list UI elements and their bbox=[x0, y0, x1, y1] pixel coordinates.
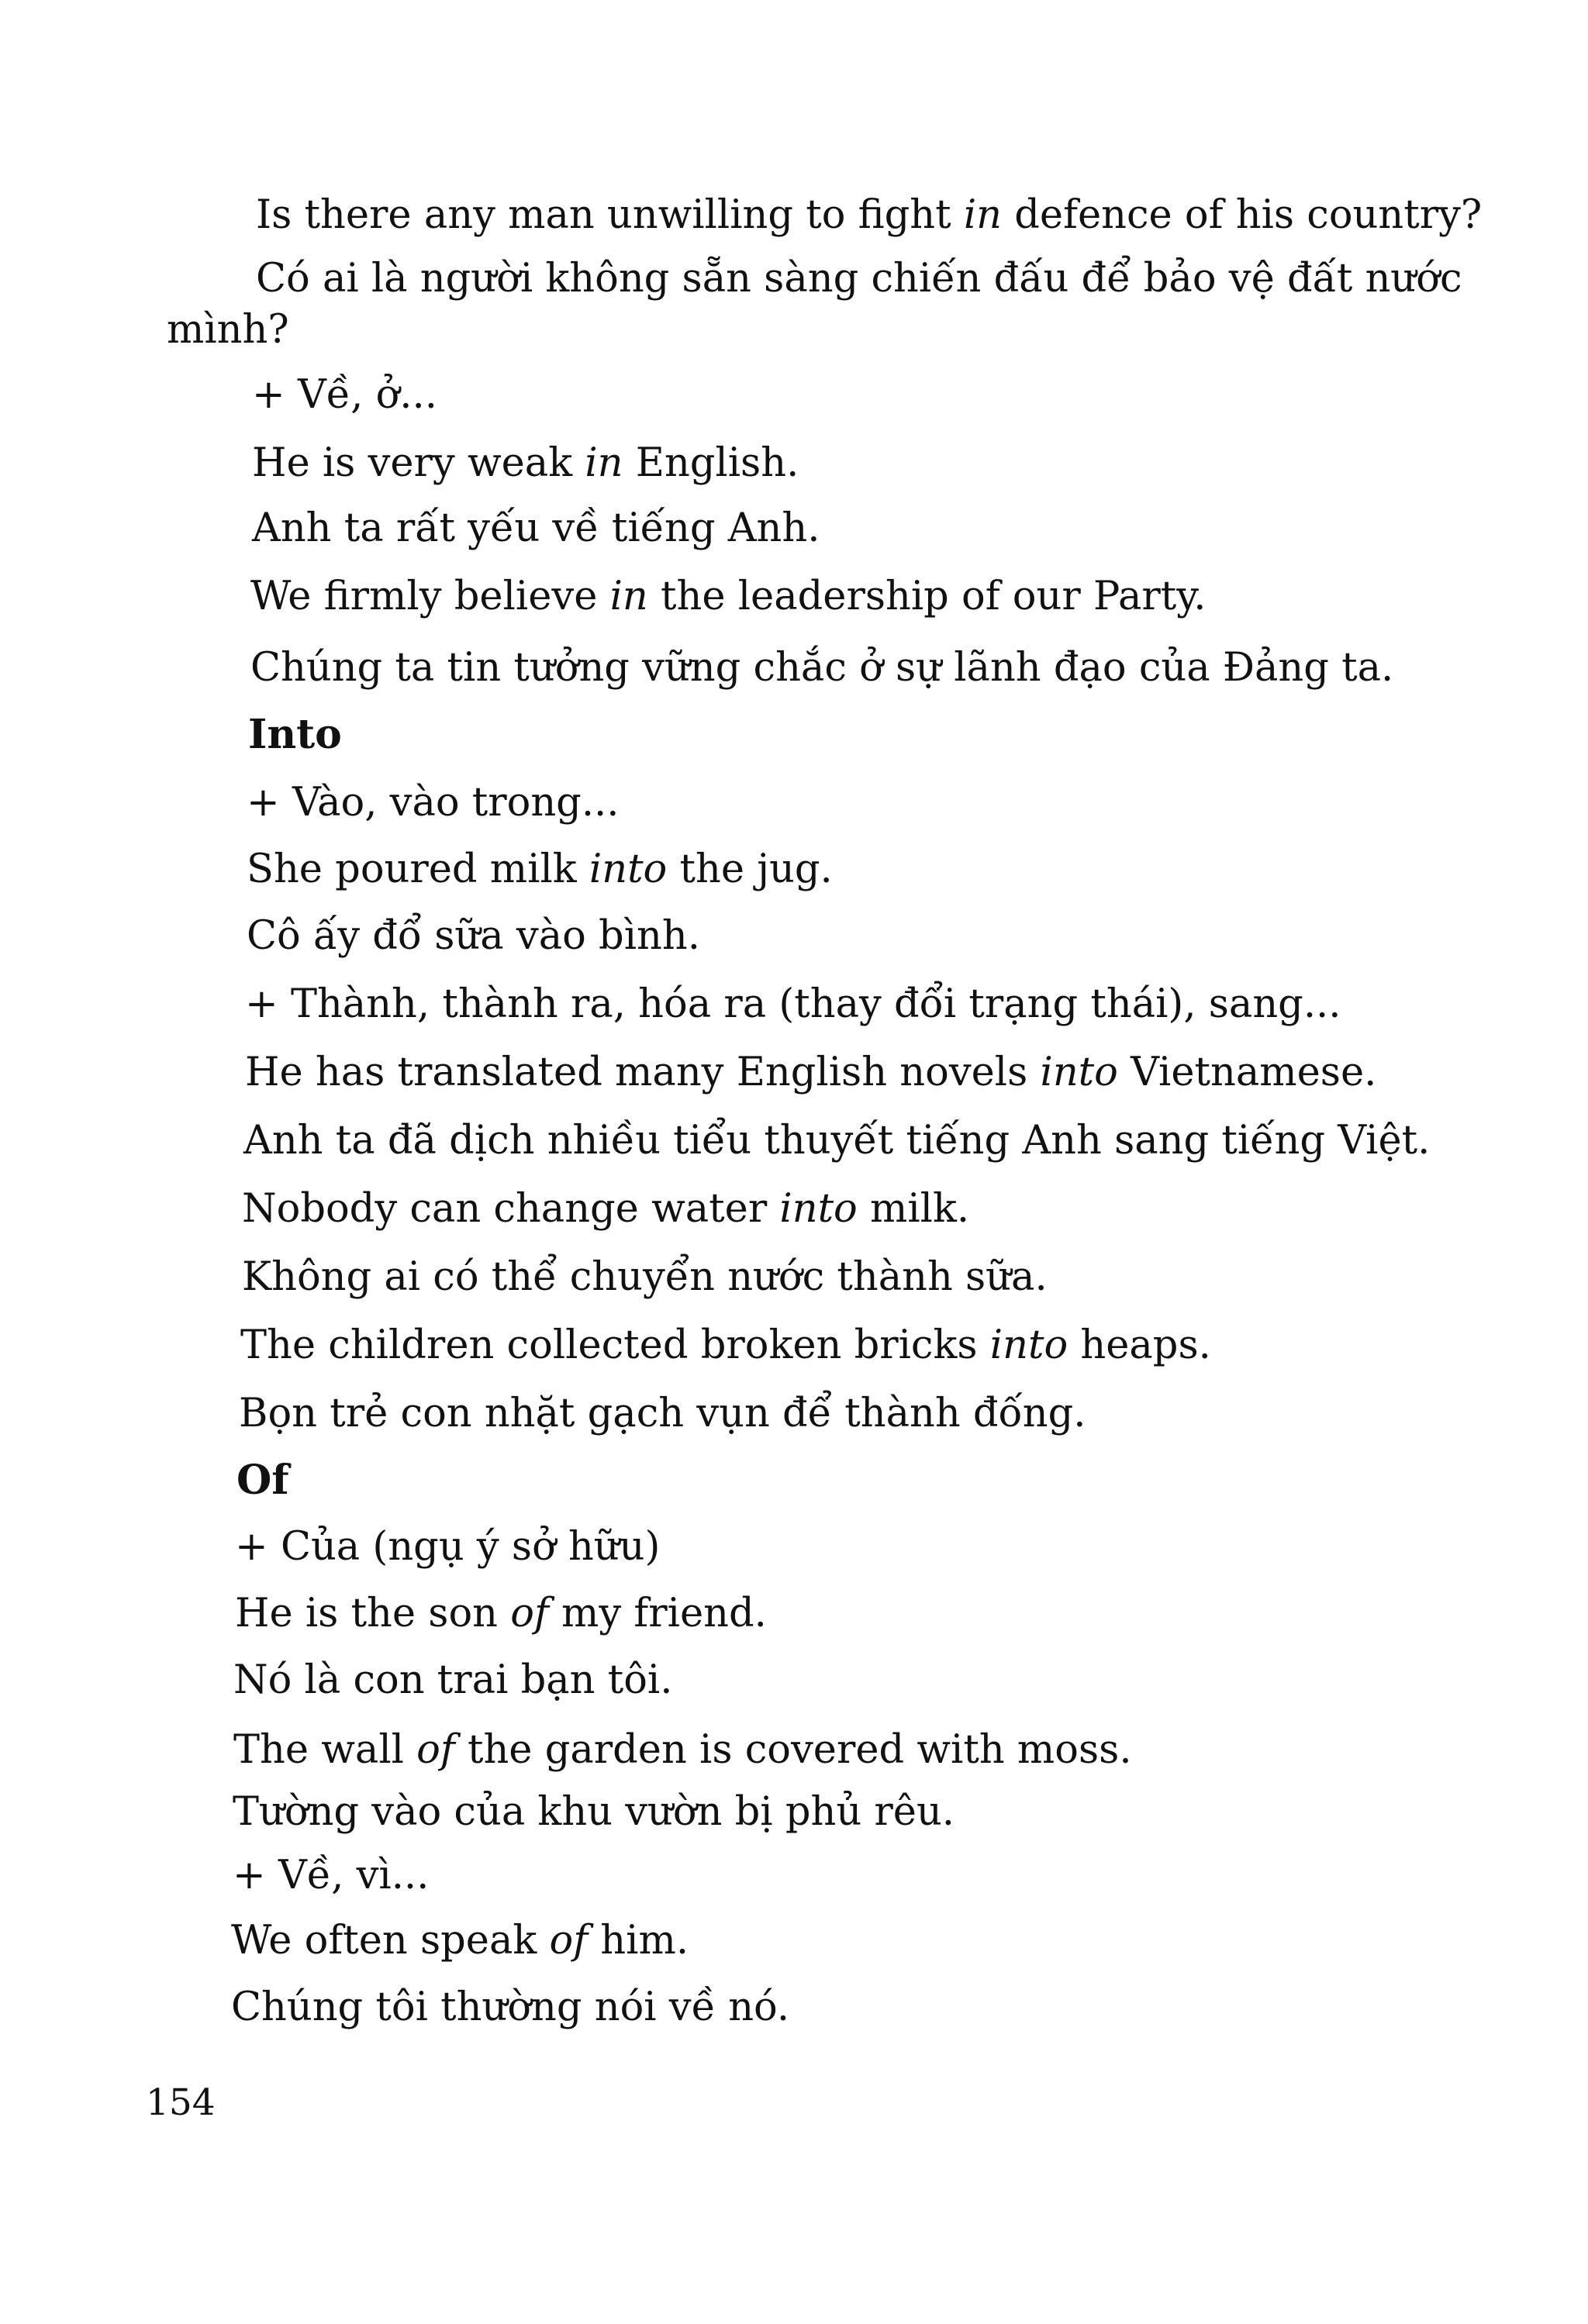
example-sentence: The children collected broken bricks into heaps. bbox=[240, 1322, 1211, 1368]
meaning-entry: + Vào, vào trong... bbox=[247, 780, 620, 826]
example-sentence: He is very weak in English. bbox=[252, 440, 799, 486]
preposition-italic: of bbox=[549, 1918, 589, 1964]
translation-sentence: Anh ta rất yếu về tiếng Anh. bbox=[252, 505, 820, 551]
example-sentence: He has translated many English novels into Vietnamese. bbox=[245, 1050, 1377, 1095]
preposition-italic: into bbox=[989, 1322, 1068, 1368]
preposition-italic: into bbox=[589, 847, 668, 892]
meaning-entry: + Về, vì... bbox=[233, 1853, 430, 1898]
translation-sentence: Nó là con trai bạn tôi. bbox=[233, 1657, 673, 1703]
example-sentence: Is there any man unwilling to fight in defence of his country? bbox=[256, 192, 1483, 238]
preposition-italic: in bbox=[963, 192, 1003, 238]
translation-sentence: Tường vào của khu vườn bị phủ rêu. bbox=[233, 1789, 955, 1835]
section-heading: Into bbox=[248, 711, 342, 758]
meaning-entry: + Về, ở... bbox=[252, 372, 437, 418]
preposition-italic: of bbox=[416, 1727, 455, 1773]
translation-sentence: Có ai là người không sẵn sàng chiến đấu để bảo vệ đất nước bbox=[256, 256, 1462, 302]
section-heading: Of bbox=[236, 1457, 289, 1504]
translation-sentence: Không ai có thể chuyển nước thành sữa. bbox=[242, 1254, 1048, 1300]
preposition-italic: of bbox=[510, 1591, 549, 1636]
example-sentence: She poured milk into the jug. bbox=[247, 847, 833, 892]
translation-continuation: mình? bbox=[167, 307, 289, 353]
page-number: 154 bbox=[146, 2081, 216, 2124]
translation-sentence: Anh ta đã dịch nhiều tiểu thuyết tiếng Anh sang tiếng Việt. bbox=[243, 1118, 1431, 1164]
preposition-italic: into bbox=[1040, 1050, 1118, 1095]
example-sentence: He is the son of my friend. bbox=[235, 1591, 767, 1636]
meaning-entry: + Của (ngụ ý sở hữu) bbox=[235, 1524, 661, 1570]
meaning-entry: + Thành, thành ra, hóa ra (thay đổi trạng thái), sang... bbox=[245, 981, 1341, 1027]
translation-sentence: Chúng ta tin tưởng vững chắc ở sự lãnh đạo của Đảng ta. bbox=[250, 645, 1394, 691]
translation-sentence: Bọn trẻ con nhặt gạch vụn để thành đống. bbox=[239, 1391, 1086, 1436]
example-sentence: We often speak of him. bbox=[231, 1918, 689, 1964]
example-sentence: Nobody can change water into milk. bbox=[242, 1186, 970, 1232]
translation-sentence: Chúng tôi thường nói về nó. bbox=[231, 1984, 790, 2030]
preposition-italic: in bbox=[585, 440, 623, 486]
example-sentence: We firmly believe in the leadership of our Party. bbox=[250, 574, 1207, 619]
preposition-italic: in bbox=[609, 574, 648, 619]
translation-sentence: Cô ấy đổ sữa vào bình. bbox=[247, 913, 700, 959]
preposition-italic: into bbox=[779, 1186, 858, 1232]
example-sentence: The wall of the garden is covered with moss. bbox=[233, 1727, 1132, 1773]
